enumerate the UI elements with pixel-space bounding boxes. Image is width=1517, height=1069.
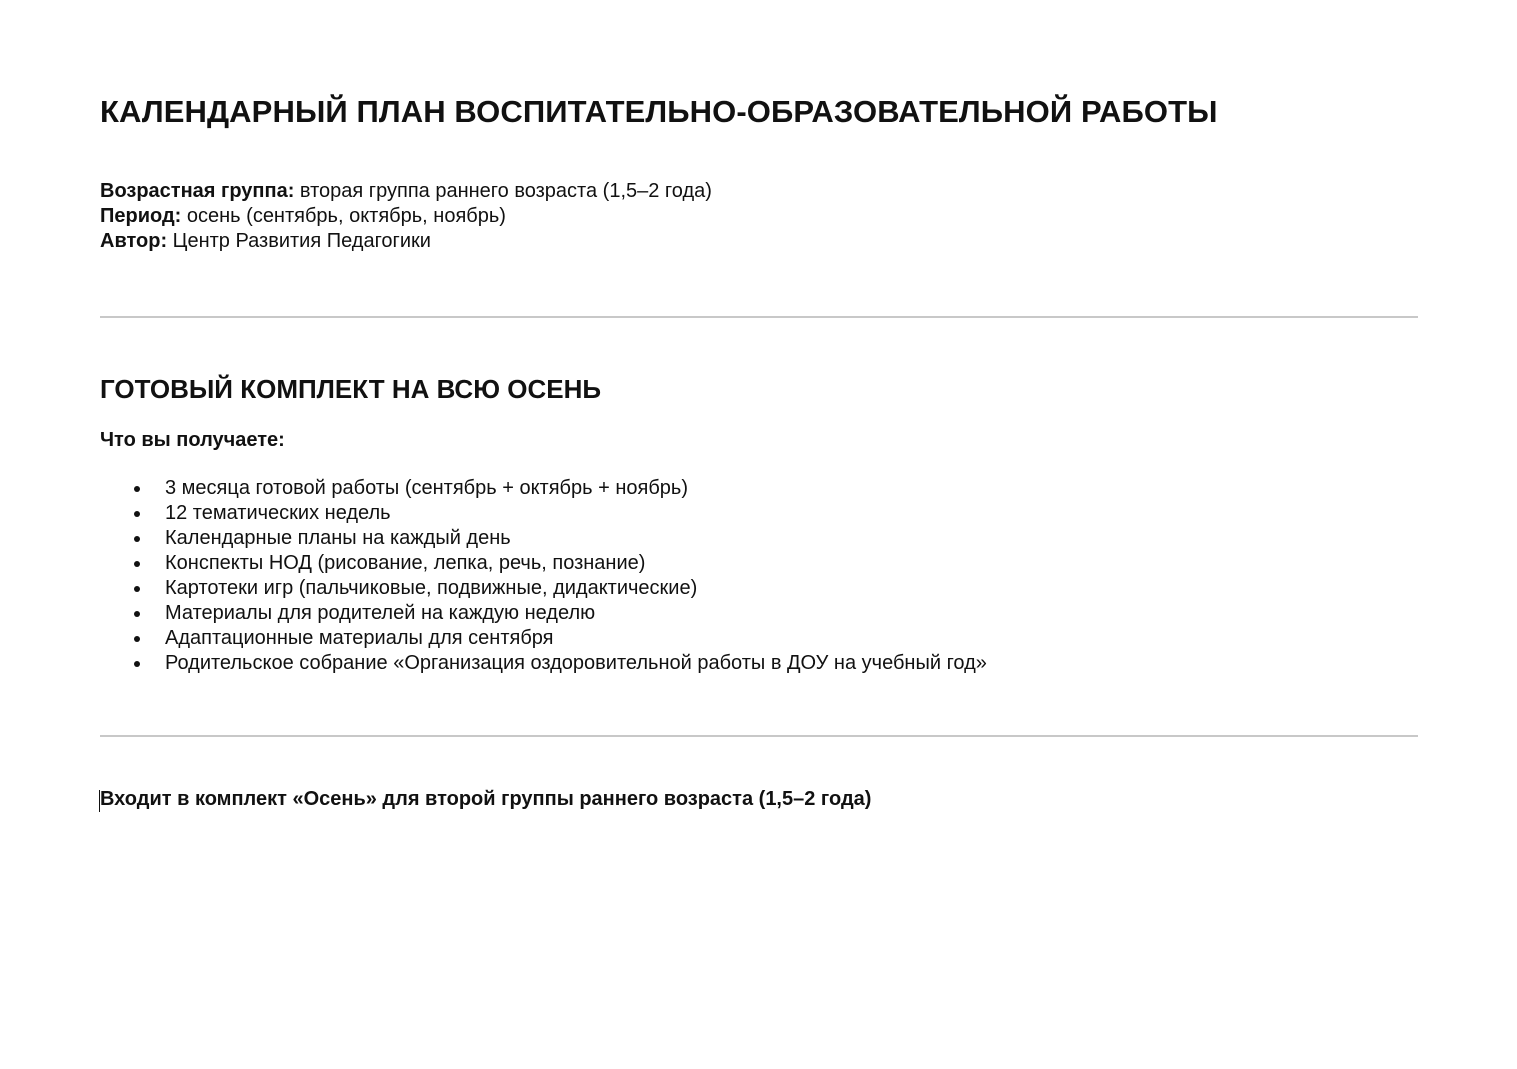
footer-note[interactable]: Входит в комплект «Осень» для второй группы раннего возраста (1,5–2 года) [100,788,872,810]
meta-age-group-value: вторая группа раннего возраста (1,5–2 года) [294,180,712,202]
list-item [100,476,987,501]
bullet-icon [134,536,140,542]
meta-author-label: Автор: [100,230,168,252]
list-item-text: Родительское собрание «Организация оздоровительной работы в ДОУ на учебный год» [165,652,987,674]
section-intro: Что вы получаете: [100,429,285,451]
list-item-text: Конспекты НОД (рисование, лепка, речь, познание) [165,552,646,574]
list-item-text: Календарные планы на каждый день [165,527,511,549]
meta-age-group-label: Возрастная группа: [100,180,295,202]
bullet-icon [134,636,140,642]
meta-author [100,229,712,254]
bullet-icon [134,661,140,667]
divider-top [100,316,1418,318]
meta-author-value: Центр Развития Педагогики [167,230,431,252]
meta-period [100,204,712,229]
divider-bottom [100,735,1418,737]
list-item-text: 3 месяца готовой работы (сентябрь + октябрь + ноябрь) [165,477,688,499]
list-item [100,626,987,651]
list-item [100,651,987,676]
list-item [100,501,987,526]
feature-list [100,476,987,676]
bullet-icon [134,561,140,567]
bullet-icon [134,511,140,517]
meta-age-group [100,179,712,204]
meta-period-label: Период: [100,205,182,227]
list-item [100,576,987,601]
list-item-text: Картотеки игр (пальчиковые, подвижные, дидактические) [165,577,698,599]
document-meta [100,179,712,254]
section-title: ГОТОВЫЙ КОМПЛЕКТ НА ВСЮ ОСЕНЬ [100,374,602,404]
list-item [100,526,987,551]
list-item-text: Адаптационные материалы для сентября [165,627,554,649]
list-item-text: 12 тематических недель [165,502,391,524]
list-item-text: Материалы для родителей на каждую неделю [165,602,596,624]
document-title: КАЛЕНДАРНЫЙ ПЛАН ВОСПИТАТЕЛЬНО-ОБРАЗОВАТЕЛЬНОЙ РАБОТЫ [100,94,1218,129]
meta-period-value: осень (сентябрь, октябрь, ноябрь) [181,205,506,227]
bullet-icon [134,611,140,617]
bullet-icon [134,486,140,492]
bullet-icon [134,586,140,592]
list-item [100,601,987,626]
list-item [100,551,987,576]
